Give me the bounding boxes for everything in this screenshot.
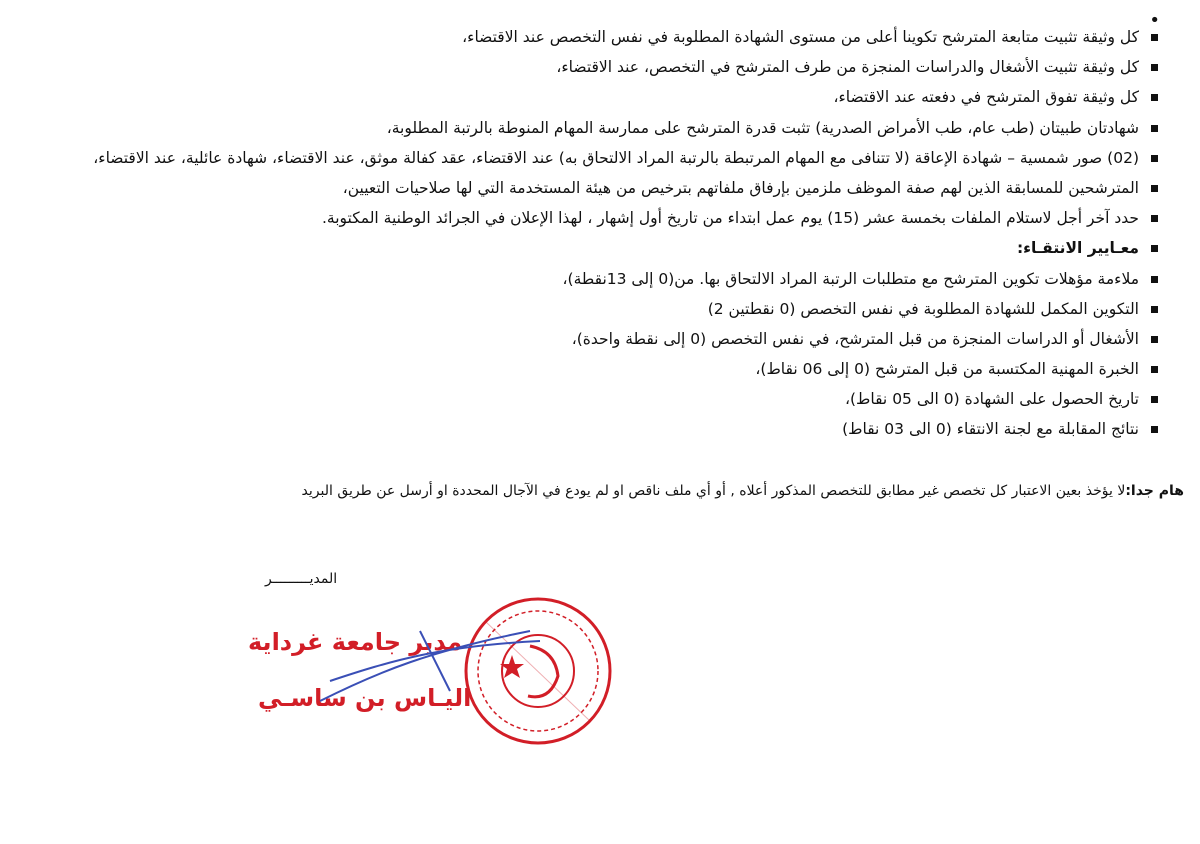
list-item-text: نتائج المقابلة مع لجنة الانتقاء (0 الى 03 نقاط) [842,420,1139,439]
bullet-icon [1151,94,1158,101]
bullet-icon [1151,396,1158,403]
list-item [58,28,1158,46]
stamp-line-1: مدير جامعة غرداية [248,628,463,656]
list-item-text: حدد آخر أجل لاستلام الملفات بخمسة عشر (15) يوم عمل ابتداء من تاريخ أول إشهار ، لهذا الإعلان في الجرائد الوطنية المكتوبة. [321,209,1139,228]
bullet-icon [1151,215,1158,222]
list-item [58,58,1158,76]
list-item [58,149,1158,167]
bullet-icon [1151,245,1158,252]
list-item [58,119,1158,137]
list-item-text: تاريخ الحصول على الشهادة (0 الى 05 نقاط)، [844,390,1139,409]
section-heading-text: معـايير الانتقـاء: [1016,239,1139,258]
bullet-icon [1151,366,1158,373]
list-item-text: شهادتان طبيتان (طب عام، طب الأمراض الصدرية) تثبت قدرة المترشح على ممارسة المهام المنوطة بالرتبة المطلوبة، [386,118,1139,137]
important-note-text: لا يؤخذ بعين الاعتبار كل تخصص غير مطابق للتخصص المذكور أعلاه , أو أي ملف ناقص او لم يودع في الآجال المحددة او أرسل عن طريق البريد [301,483,1126,499]
bullet-icon [1151,155,1158,162]
list-item-text: (02) صور شمسية – شهادة الإعاقة (لا تتنافى مع المهام المرتبطة بالرتبة المراد الالتحاق به) عند الاقتضاء، عقد كفالة موثق، عند الاقتضاء، شهادة عائلية، عند الاقتضاء، [93,148,1139,167]
list-item-text: كل وثيقة تثبيت متابعة المترشح تكوينا أعلى من مستوى الشهادة المطلوبة في نفس التخصص عند الاقتضاء، [462,28,1139,46]
bullet-icon [1151,125,1158,132]
bullet-icon [1151,336,1158,343]
bullet-icon [1151,306,1158,313]
list-item [58,390,1158,408]
bullet-icon [1151,185,1158,192]
list-item [58,360,1158,378]
list-item [58,330,1158,348]
important-note-label: هام جدا: [1125,483,1184,499]
list-item [58,300,1158,318]
bullet-icon [1151,34,1158,41]
list-item-text: الأشغال أو الدراسات المنجزة من قبل المترشح، في نفس التخصص (0 إلى نقطة واحدة)، [571,329,1139,348]
list-item-text: الخبرة المهنية المكتسبة من قبل المترشح (0 إلى 06 نقاط)، [755,360,1139,379]
list-item [58,270,1158,288]
list-item [58,420,1158,438]
list-item-text: المترشحين للمسابقة الذين لهم صفة الموظف ملزمين بإرفاق ملفاتهم بترخيص من هيئة المستخدمة التي لها صلاحيات التعيين، [342,178,1139,197]
bullet-icon [1151,64,1158,71]
signature-block [230,566,650,766]
bullet-icon [1151,276,1158,283]
stamp-line-2: اليـاس بن ساسـي [258,684,472,712]
list-item-text: كل وثيقة تثبيت الأشغال والدراسات المنجزة من طرف المترشح في التخصص، عند الاقتضاء، [556,58,1139,77]
list-item-text: ملاءمة مؤهلات تكوين المترشح مع متطلبات الرتبة المراد الالتحاق بها. من(0 إلى 13نقطة)، [562,269,1139,288]
important-note [302,483,1184,499]
list-item [58,179,1158,197]
stray-dot: • [1149,10,1160,31]
list-item [58,88,1158,106]
handwritten-signature-icon [300,611,560,721]
requirements-list [58,28,1158,451]
list-item-text: كل وثيقة تفوق المترشح في دفعته عند الاقتضاء، [833,88,1139,107]
bullet-icon [1151,426,1158,433]
section-heading [58,239,1158,257]
director-label: المديـــــــــر [265,571,338,587]
list-item-text: التكوين المكمل للشهادة المطلوبة في نفس التخصص (0 نقطتين 2) [707,299,1139,318]
list-item [58,209,1158,227]
